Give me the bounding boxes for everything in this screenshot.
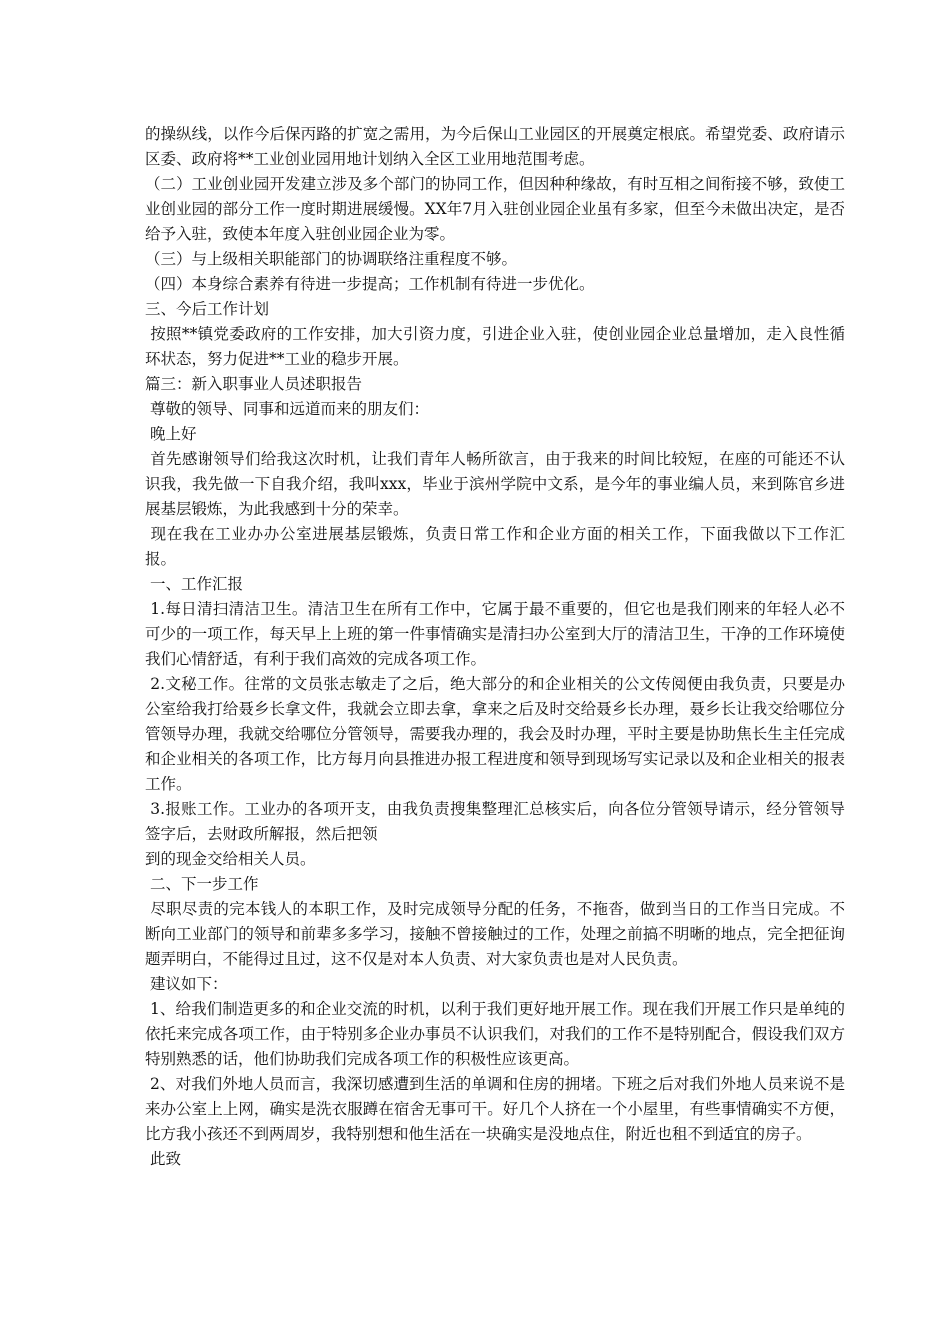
greeting: 晚上好 [145, 425, 197, 443]
paragraph-21: 2、对我们外地人员而言，我深切感遭到生活的单调和住房的拥堵。下班之后对我们外地人员来说不是来办公室上上网，确实是洗衣服蹲在宿舍无事可干。好几个人挤在一个小屋里，有些事情确实不方便，比方我小孩还不到两周岁，我特别想和他生活在一块确实是没地点住，附近也租不到适宜的房子。 [145, 1075, 845, 1143]
paragraph-6: 按照**镇党委政府的工作安排，加大引资力度，引进企业入驻，使创业园企业总量增加，走入良性循环状态，努力促进**工业的稳步开展。 [145, 325, 845, 368]
paragraph-13: 1.每日清扫清洁卫生。清洁卫生在所有工作中，它属于最不重要的，但它也是我们刚来的年轻人必不可少的一项工作，每天早上上班的第一件事情确实是清扫办公室到大厅的清洁卫生，干净的工作环境使我们心情舒适，有利于我们高效的完成各项工作。 [145, 600, 845, 668]
section-heading-report: 一、工作汇报 [145, 575, 243, 593]
section-heading-plan: 三、今后工作计划 [145, 300, 270, 318]
document-body [145, 122, 845, 1172]
suggestions-heading: 建议如下： [145, 975, 228, 993]
paragraph-3: （三）与上级相关职能部门的协调联络注重程度不够。 [145, 250, 518, 268]
paragraph-4: （四）本身综合素养有待进一步提高；工作机制有待进一步优化。 [145, 275, 595, 293]
paragraph-2: （二）工业创业园开发建立涉及多个部门的协同工作，但因种种缘故，有时互相之间衔接不够，致使工业创业园的部分工作一度时期进展缓慢。XX年7月入驻创业园企业虽有多家，但至今未做出决定，是否给予入驻，致使本年度入驻创业园企业为零。 [145, 175, 845, 243]
paragraph-16: 到的现金交给相关人员。 [145, 850, 316, 868]
salutation: 尊敬的领导、同事和远道而来的朋友们： [145, 400, 429, 418]
article-title: 篇三：新入职事业人员述职报告 [145, 375, 363, 393]
paragraph-1: 的操纵线，以作今后保丙路的扩宽之需用，为今后保山工业园区的开展奠定根底。希望党委、政府请示区委、政府将**工业创业园用地计划纳入全区工业用地范围考虑。 [145, 125, 845, 168]
section-heading-next: 二、下一步工作 [145, 875, 259, 893]
paragraph-11: 现在我在工业办办公室进展基层锻炼，负责日常工作和企业方面的相关工作，下面我做以下工作汇报。 [145, 525, 845, 568]
paragraph-18: 尽职尽责的完本钱人的本职工作，及时完成领导分配的任务，不拖沓，做到当日的工作当日完成。不断向工业部门的领导和前辈多多学习，接触不曾接触过的工作，处理之前搞不明晰的地点，完全把征询题弄明白，不能得过且过，这不仅是对本人负责、对大家负责也是对人民负责。 [145, 900, 845, 968]
closing: 此致 [145, 1150, 181, 1168]
paragraph-14: 2.文秘工作。往常的文员张志敏走了之后，绝大部分的和企业相关的公文传阅便由我负责，只要是办公室给我打给聂乡长拿文件，我就会立即去拿，拿来之后及时交给聂乡长办理，聂乡长让我交给哪位分管领导办理，我就交给哪位分管领导，需要我办理的，我会及时办理，平时主要是协助焦长生主任完成和企业相关的各项工作，比方每月向县推进办报工程进度和领导到现场写实记录以及和企业相关的报表工作。 [145, 675, 845, 793]
paragraph-20: 1、给我们制造更多的和企业交流的时机，以利于我们更好地开展工作。现在我们开展工作只是单纯的依托来完成各项工作，由于特别多企业办事员不认识我们，对我们的工作不是特别配合，假设我们双方特别熟悉的话，他们协助我们完成各项工作的积极性应该更高。 [145, 1000, 845, 1068]
paragraph-15: 3.报账工作。工业办的各项开支，由我负责搜集整理汇总核实后，向各位分管领导请示，经分管领导签字后，去财政所解报，然后把领 [145, 800, 845, 843]
paragraph-10: 首先感谢领导们给我这次时机，让我们青年人畅所欲言，由于我来的时间比较短，在座的可能还不认识我，我先做一下自我介绍，我叫xxx，毕业于滨州学院中文系，是今年的事业编人员，来到陈官乡进展基层锻炼，为此我感到十分的荣幸。 [145, 450, 845, 518]
